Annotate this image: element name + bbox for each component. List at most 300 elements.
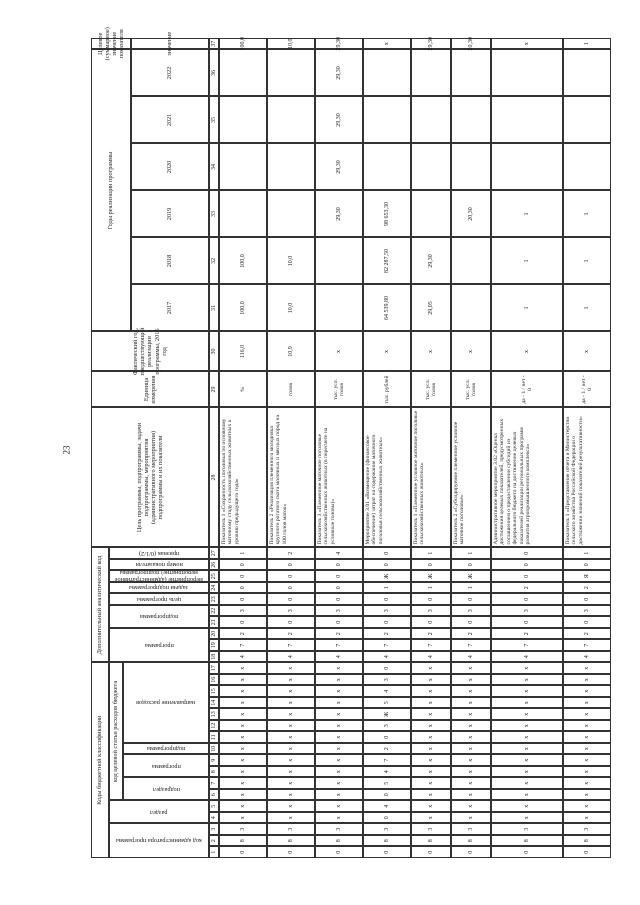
column-number: 24 [209, 582, 219, 594]
year-header-2018: 2018 [131, 238, 209, 285]
code-digit: х [563, 812, 611, 824]
code-digit: 2 [491, 628, 563, 640]
code-digit: х [563, 709, 611, 721]
code-digit: х [315, 766, 363, 778]
code-digit: 8 [563, 835, 611, 847]
column-number: 1 [209, 847, 219, 859]
code-digit: 0 [267, 582, 315, 594]
code-column-header [109, 628, 209, 663]
code-digit: Я [563, 571, 611, 583]
year-header-2019: 2019 [131, 191, 209, 238]
row-value-y2021 [491, 97, 563, 144]
code-digit: х [267, 789, 315, 801]
code-digit: 7 [315, 640, 363, 652]
code-digit: х [267, 697, 315, 709]
code-digit: 8 [411, 835, 451, 847]
code-digit: 0 [491, 594, 563, 606]
code-digit: х [315, 674, 363, 686]
code-digit: 0 [451, 559, 491, 571]
code-digit: х [563, 686, 611, 698]
code-digit: х [563, 766, 611, 778]
code-digit: х [267, 674, 315, 686]
code-digit: х [411, 709, 451, 721]
code-digit: 8 [267, 835, 315, 847]
code-column-header [109, 605, 209, 628]
code-digit: 3 [563, 605, 611, 617]
code-digit: 0 [491, 559, 563, 571]
code-digit: 3 [363, 824, 411, 836]
code-digit: х [411, 801, 451, 813]
code-digit: х [315, 755, 363, 767]
code-digit: 2 [267, 628, 315, 640]
row-unit: % [219, 372, 267, 408]
code-digit: х [491, 732, 563, 744]
code-digit: 0 [219, 617, 267, 629]
row-value-y2022 [451, 50, 491, 97]
code-digit: Ж [363, 571, 411, 583]
code-digit: 3 [267, 824, 315, 836]
column-number: 22 [209, 605, 219, 617]
code-column-label: программа [144, 641, 174, 649]
code-column-label: задачи подпрограммы [129, 584, 189, 592]
row-value-y2019: 1 [491, 191, 563, 238]
fact-year-header: Фактический год, предшествующий реализации программы, 2016 год [91, 332, 209, 372]
column-number: 29 [209, 372, 219, 408]
code-digit: 0 [491, 571, 563, 583]
code-digit: 8 [451, 835, 491, 847]
row-target: 29,30 [411, 38, 451, 50]
column-number: 19 [209, 640, 219, 652]
code-digit: х [267, 686, 315, 698]
program-indicators-table [91, 27, 611, 858]
column-number: 27 [209, 548, 219, 560]
row-value-y2019: 20,30 [451, 191, 491, 238]
code-digit: х [491, 709, 563, 721]
row-unit: да - 1 / нет - 0 [563, 372, 611, 408]
code-digit: х [491, 801, 563, 813]
row-value-y2019 [267, 191, 315, 238]
code-digit: 0 [219, 571, 267, 583]
code-digit: х [411, 743, 451, 755]
code-digit: 4 [363, 651, 411, 663]
code-digit: 4 [267, 651, 315, 663]
row-value-y2022 [219, 50, 267, 97]
code-digit: 0 [363, 594, 411, 606]
code-digit: 8 [315, 835, 363, 847]
code-digit: 4 [451, 651, 491, 663]
code-column-header [109, 548, 209, 560]
code-digit: х [219, 720, 267, 732]
code-digit: х [491, 674, 563, 686]
row-unit: тыс. усл. голов [451, 372, 491, 408]
row-value-y2019: 29,30 [315, 191, 363, 238]
code-digit: х [411, 720, 451, 732]
row-value-y2018: 1 [563, 238, 611, 285]
code-digit: х [219, 697, 267, 709]
row-value-y2022 [563, 50, 611, 97]
row-value-y2019 [411, 191, 451, 238]
code-digit: х [411, 674, 451, 686]
code-digit: 2 [563, 628, 611, 640]
row-value-y2022 [363, 50, 411, 97]
row-value-y2017 [315, 285, 363, 332]
row-unit: тыс. усл. голов [411, 372, 451, 408]
code-digit: х [563, 789, 611, 801]
code-digit: х [563, 720, 611, 732]
column-number: 14 [209, 697, 219, 709]
row-value-y2020 [563, 144, 611, 191]
code-digit: 7 [219, 640, 267, 652]
code-digit: 1 [411, 548, 451, 560]
code-digit: 2 [219, 628, 267, 640]
code-digit: х [411, 663, 451, 675]
code-digit: х [315, 778, 363, 790]
code-digit: 0 [491, 847, 563, 859]
row-value-y2020 [491, 144, 563, 191]
code-digit: 0 [219, 559, 267, 571]
code-digit: 7 [363, 755, 411, 767]
code-digit: х [267, 766, 315, 778]
code-digit: х [563, 755, 611, 767]
code-digit: 1 [563, 548, 611, 560]
column-number: 36 [209, 50, 219, 97]
column-number: 20 [209, 628, 219, 640]
column-number: 25 [209, 571, 219, 583]
code-digit: 4 [363, 801, 411, 813]
row-value-y2017: 10,0 [267, 285, 315, 332]
code-digit: 7 [451, 640, 491, 652]
code-digit: х [451, 732, 491, 744]
column-number: 32 [209, 238, 219, 285]
code-digit: 3 [451, 605, 491, 617]
code-digit: 1 [363, 582, 411, 594]
code-digit: х [411, 778, 451, 790]
code-column-label: подпрограмма [139, 613, 179, 621]
code-digit: 0 [315, 617, 363, 629]
row-target: х [491, 38, 563, 50]
target-header: Целевое (суммарное) значение показателя [91, 38, 131, 50]
code-digit: 0 [363, 559, 411, 571]
code-digit: 7 [563, 640, 611, 652]
code-digit: х [267, 720, 315, 732]
code-digit: 3 [363, 720, 411, 732]
code-digit: 5 [363, 778, 411, 790]
code-digit: 4 [363, 686, 411, 698]
code-digit: х [267, 709, 315, 721]
code-digit: Ж [411, 571, 451, 583]
code-digit: 3 [491, 824, 563, 836]
code-digit: 3 [315, 824, 363, 836]
code-digit: 4 [315, 651, 363, 663]
code-digit: 0 [267, 559, 315, 571]
code-digit: х [411, 686, 451, 698]
code-digit: х [267, 743, 315, 755]
code-digit: х [451, 801, 491, 813]
code-digit: 2 [451, 628, 491, 640]
code-digit: х [315, 801, 363, 813]
code-digit: 0 [267, 617, 315, 629]
code-digit: 0 [363, 732, 411, 744]
code-digit: 3 [491, 605, 563, 617]
row-description: Показатель 1 «Представление отчета в Министерство сельского хозяйства Российской Федерации о достижении значений показателей результативности» [563, 408, 611, 548]
row-fact-2016: 10,9 [267, 332, 315, 372]
code-digit: х [267, 812, 315, 824]
row-unit: голов [267, 372, 315, 408]
code-digit: 0 [315, 594, 363, 606]
code-digit: х [451, 686, 491, 698]
code-digit: 4 [363, 766, 411, 778]
code-digit: 2 [267, 548, 315, 560]
code-digit: 0 [411, 617, 451, 629]
code-digit: х [491, 812, 563, 824]
row-fact-2016: х [411, 332, 451, 372]
row-target: 1 [563, 38, 611, 50]
row-value-y2019: 1 [563, 191, 611, 238]
code-column-label: направление расходов [136, 699, 196, 707]
code-digit: 3 [451, 824, 491, 836]
row-unit: да - 1 / нет - 0 [491, 372, 563, 408]
code-digit: 0 [267, 847, 315, 859]
code-digit: х [267, 663, 315, 675]
code-digit: 0 [363, 789, 411, 801]
column-number: 34 [209, 144, 219, 191]
code-digit: 0 [411, 559, 451, 571]
description-header: Цель программы, подпрограммы, задачи подпрограммы, мероприятия (административного мероприятия) подпрограммы и их показатели [91, 408, 209, 548]
code-column-label: раздел [150, 808, 168, 816]
code-digit: х [219, 674, 267, 686]
code-digit: 0 [451, 594, 491, 606]
code-digit: 0 [267, 571, 315, 583]
code-digit: 7 [411, 640, 451, 652]
code-digit: 3 [219, 824, 267, 836]
row-value-y2017: 100,0 [219, 285, 267, 332]
page-number: 23 [61, 445, 72, 455]
row-value-y2021 [363, 97, 411, 144]
code-digit: х [315, 686, 363, 698]
column-number: 12 [209, 720, 219, 732]
code-digit: х [219, 743, 267, 755]
code-digit: х [315, 789, 363, 801]
code-digit: х [219, 766, 267, 778]
row-value-y2017: 29,05 [411, 285, 451, 332]
code-digit: х [451, 778, 491, 790]
code-column-header [123, 778, 209, 801]
column-number: 3 [209, 824, 219, 836]
code-digit: х [451, 755, 491, 767]
column-number: 35 [209, 97, 219, 144]
code-digit: х [491, 686, 563, 698]
row-value-y2017: 1 [491, 285, 563, 332]
code-digit: х [491, 789, 563, 801]
code-digit: 4 [491, 651, 563, 663]
code-digit: х [411, 755, 451, 767]
code-column-header [109, 571, 209, 583]
code-digit: х [563, 674, 611, 686]
code-digit: х [411, 766, 451, 778]
column-number: 23 [209, 594, 219, 606]
code-digit: 8 [219, 835, 267, 847]
column-number: 2 [209, 835, 219, 847]
code-digit: х [267, 732, 315, 744]
code-digit: х [451, 697, 491, 709]
code-digit: 2 [491, 582, 563, 594]
code-digit: 5 [363, 697, 411, 709]
row-description: Показатель 1 «Племенное условное маточное поголовье сельскохозяйственных животных» [411, 408, 451, 548]
code-column-label: код администратора программы [116, 837, 202, 845]
code-digit: 1 [451, 582, 491, 594]
code-column-header [109, 824, 209, 859]
code-digit: 7 [491, 640, 563, 652]
code-digit: 3 [363, 674, 411, 686]
code-digit: 0 [363, 617, 411, 629]
code-digit: 3 [315, 605, 363, 617]
column-number: 37 [209, 38, 219, 50]
row-fact-2016: х [491, 332, 563, 372]
code-digit: х [411, 789, 451, 801]
code-digit: х [451, 674, 491, 686]
code-digit: х [451, 663, 491, 675]
code-digit: х [451, 766, 491, 778]
column-number: 9 [209, 755, 219, 767]
code-column-label: мероприятие (административное мероприятие) подпрограммы [114, 569, 204, 584]
column-number: 17 [209, 663, 219, 675]
code-digit: 3 [411, 824, 451, 836]
row-value-y2021 [451, 97, 491, 144]
code-digit: х [563, 778, 611, 790]
code-digit: 4 [219, 651, 267, 663]
column-number: 30 [209, 332, 219, 372]
code-digit: х [267, 778, 315, 790]
code-digit: х [491, 720, 563, 732]
code-digit: х [267, 801, 315, 813]
row-value-y2020 [363, 144, 411, 191]
column-number: 21 [209, 617, 219, 629]
code-digit: 0 [315, 582, 363, 594]
column-number: 8 [209, 766, 219, 778]
column-number: 18 [209, 651, 219, 663]
code-digit: 0 [219, 582, 267, 594]
row-value-y2017: 64 539,80 [363, 285, 411, 332]
code-digit: х [315, 709, 363, 721]
code-digit: 0 [219, 847, 267, 859]
code-digit: х [451, 709, 491, 721]
row-value-y2021: 29,30 [315, 97, 363, 144]
row-value-y2020 [267, 144, 315, 191]
code-column-label: подпрограмма [146, 745, 186, 753]
code-digit: х [411, 812, 451, 824]
row-target: х [363, 38, 411, 50]
code-digit: Ж [451, 571, 491, 583]
code-digit: х [219, 755, 267, 767]
row-value-y2021 [219, 97, 267, 144]
code-digit: х [451, 789, 491, 801]
column-number: 15 [209, 686, 219, 698]
code-column-label: программа [151, 762, 181, 770]
column-number: 4 [209, 812, 219, 824]
code-digit: 7 [363, 640, 411, 652]
column-number: 6 [209, 789, 219, 801]
code-digit: 8 [491, 835, 563, 847]
code-digit: х [451, 743, 491, 755]
code-digit: 0 [363, 663, 411, 675]
row-unit: тыс. усл. голов [315, 372, 363, 408]
row-value-y2021 [267, 97, 315, 144]
row-target: 29,30 [315, 38, 363, 50]
code-digit: х [315, 663, 363, 675]
row-value-y2017 [451, 285, 491, 332]
code-column-header [123, 743, 209, 755]
code-digit: 0 [363, 548, 411, 560]
row-value-y2020 [411, 144, 451, 191]
code-digit: 8 [363, 835, 411, 847]
unit-header: Единица измерения [91, 372, 209, 408]
row-unit: тыс. рублей [363, 372, 411, 408]
code-digit: х [491, 663, 563, 675]
code-column-label: номер показателя [135, 561, 183, 569]
code-digit: х [219, 801, 267, 813]
row-value-y2020 [219, 144, 267, 191]
code-digit: 3 [219, 605, 267, 617]
year-header-2017: 2017 [131, 285, 209, 332]
code-column-header [109, 559, 209, 571]
code-digit: 0 [491, 617, 563, 629]
code-digit: 4 [315, 548, 363, 560]
code-column-header [109, 801, 209, 824]
code-digit: 0 [563, 594, 611, 606]
row-value-y2022 [411, 50, 451, 97]
code-digit: х [219, 812, 267, 824]
years-header: Годы реализации программы [91, 50, 131, 332]
code-digit: 4 [563, 651, 611, 663]
code-digit: х [315, 732, 363, 744]
code-digit: 2 [363, 628, 411, 640]
code-digit: х [219, 732, 267, 744]
code-digit: х [219, 778, 267, 790]
code-digit: 1 [219, 548, 267, 560]
row-value-y2018: 1 [491, 238, 563, 285]
code-digit: х [219, 686, 267, 698]
code-digit: х [219, 789, 267, 801]
year-header-2022: 2022 [131, 50, 209, 97]
code-digit: х [315, 697, 363, 709]
row-value-y2018 [315, 238, 363, 285]
code-digit: х [451, 720, 491, 732]
column-number: 28 [209, 408, 219, 548]
code-digit: 2 [563, 582, 611, 594]
code-digit: х [411, 697, 451, 709]
code-digit: х [411, 732, 451, 744]
row-value-y2018: 100,0 [219, 238, 267, 285]
code-digit: 7 [267, 640, 315, 652]
code-digit: 0 [315, 559, 363, 571]
row-value-y2019: 98 653,30 [363, 191, 411, 238]
row-target: 100,0 [219, 38, 267, 50]
column-number: 13 [209, 709, 219, 721]
year-header-2021: 2021 [131, 97, 209, 144]
code-column-header [109, 582, 209, 594]
row-description: Показатель 1 «Сохранность поголовья по основному маточному стаду сельскохозяйственных животных к уровню предыдущего года» [219, 408, 267, 548]
code-digit: 0 [451, 617, 491, 629]
code-digit: 0 [315, 571, 363, 583]
code-digit: х [563, 663, 611, 675]
row-value-y2018: 82 287,50 [363, 238, 411, 285]
code-digit: 4 [411, 651, 451, 663]
row-value-y2020: 29,30 [315, 144, 363, 191]
column-number: 11 [209, 732, 219, 744]
target-value-header: значение [131, 38, 209, 50]
row-fact-2016: х [315, 332, 363, 372]
row-value-y2021 [563, 97, 611, 144]
